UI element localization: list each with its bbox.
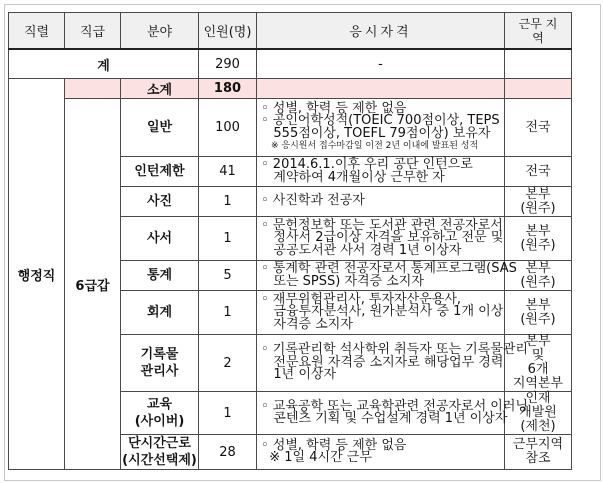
count-cell: 5	[199, 261, 257, 291]
subtotal-count: 180	[199, 79, 257, 99]
subtotal-row	[9, 79, 572, 99]
count-cell: 1	[199, 217, 257, 261]
requirements-cell	[257, 187, 505, 217]
requirement-line: ◦ 성별, 학력 등 제한 없음	[261, 437, 407, 453]
requirement-line: 555점이상, TOEFL 79점이상) 보유자	[261, 125, 491, 141]
field-cell	[121, 157, 199, 187]
work-area-cell	[505, 291, 572, 335]
requirement-line: 콘텐츠 기획 및 수업설계 경력 1년 이상자	[261, 411, 508, 426]
field-cell	[121, 435, 199, 470]
field-label: 통계	[146, 268, 173, 283]
requirement-line: ◦ 문헌정보학 또는 도서관 관련 전공자로서	[261, 217, 503, 233]
requirement-line: ◦ 통계학 관련 전공자로서 통계프로그램(SAS	[261, 261, 517, 276]
work-area-label: 개발원	[519, 405, 557, 420]
requirements-cell	[257, 99, 505, 157]
work-area-cell	[505, 217, 572, 261]
field-cell	[121, 99, 199, 157]
total-requirements: -	[257, 49, 505, 79]
work-area-label: 인재	[525, 391, 551, 406]
work-area-label: (원주)	[520, 200, 556, 216]
work-area-label: (제천)	[520, 419, 556, 434]
work-area-label: 본부	[525, 223, 551, 239]
total-label: 계	[9, 49, 199, 79]
count-cell: 100	[199, 99, 257, 157]
field-label: 사서	[146, 231, 173, 246]
work-area-cell	[505, 157, 572, 187]
requirement-line: ◦ 재무위험관리사, 투자자산운용사,	[261, 291, 462, 307]
header-work-area: 근무 지역	[505, 13, 572, 50]
requirements-cell	[257, 157, 505, 187]
header-series: 직렬	[9, 13, 65, 50]
requirement-line: 전문요원 자격증 소지자로 해당업무 경력	[261, 354, 504, 370]
count-cell: 2	[199, 335, 257, 392]
work-area-label: 참조	[525, 451, 551, 466]
requirements-cell	[257, 291, 505, 335]
requirement-line: ◦ 2014.6.1.이후 우리 공단 인턴으로	[261, 157, 473, 172]
field-label: 기록물	[140, 347, 179, 362]
work-area-label: 근무지역	[512, 437, 564, 452]
requirement-line: 또는 SPSS) 자격증 소지자	[261, 273, 424, 289]
count-cell: 41	[199, 157, 257, 187]
requirement-line: ※ 1일 4시간 근무	[261, 450, 372, 465]
count-cell: 1	[199, 187, 257, 217]
requirement-line: ◦ 성별, 학력 등 제한 없음	[261, 100, 407, 116]
work-area-label: (원주)	[520, 311, 556, 327]
header-requirements: 응시자격	[257, 13, 505, 50]
header-field: 분야	[121, 13, 199, 50]
field-label: 단시간근로	[128, 436, 191, 451]
requirement-line: ◦ 기록관리학 석사학위 취득자 또는 기록물관리	[261, 342, 528, 358]
requirement-line: 자격증 소지자	[261, 316, 353, 332]
field-label: 사진	[146, 194, 173, 209]
grade-cell: 6급갑	[65, 99, 121, 470]
work-area-label: 전국	[525, 119, 551, 135]
recruitment-table	[8, 12, 572, 470]
header-count: 인원(명)	[199, 13, 257, 50]
work-area-label: 및	[531, 348, 545, 363]
requirements-cell	[257, 335, 528, 392]
subtotal-grade-blank	[65, 79, 121, 99]
field-cell	[121, 261, 199, 291]
requirement-note: ※ 응시원서 접수마감일 이전 2년 이내에 발표된 성적	[271, 141, 479, 151]
subtotal-area	[505, 79, 572, 99]
field-cell	[121, 335, 199, 392]
field-cell	[121, 187, 199, 217]
work-area-label: 본부	[525, 334, 551, 349]
total-count: 290	[199, 49, 257, 79]
field-label: 관리사	[140, 364, 179, 379]
field-label: 인턴제한	[134, 164, 185, 179]
requirement-line: ◦ 사진학과 전공자	[261, 193, 365, 209]
count-cell: 1	[199, 291, 257, 335]
field-cell	[121, 392, 199, 435]
requirements-cell	[257, 392, 528, 435]
work-area-label: 지역본부	[512, 376, 564, 391]
requirement-line: 금융투자분석사, 원가분석사 중 1개 이상	[261, 304, 504, 320]
work-area-cell	[505, 187, 572, 217]
total-area	[505, 49, 572, 79]
requirements-cell	[257, 261, 517, 291]
work-area-label: 본부	[525, 297, 551, 313]
field-label: 교육	[146, 397, 173, 412]
work-area-label: (원주)	[520, 274, 556, 290]
total-row	[9, 49, 572, 79]
work-area-label: 6개	[527, 362, 549, 377]
requirement-line: 계약하여 4개월이상 근무한 자	[261, 169, 445, 185]
requirement-line: ◦ 공인어학성적(TOEIC 700점이상, TEPS	[261, 113, 500, 128]
subtotal-requirements	[257, 79, 505, 99]
requirements-cell	[257, 217, 505, 261]
work-area-cell	[505, 435, 572, 470]
work-area-cell	[505, 99, 572, 157]
field-cell	[121, 291, 199, 335]
requirements-cell	[257, 435, 505, 470]
field-cell	[121, 217, 199, 261]
count-cell: 28	[199, 435, 257, 470]
work-area-label: (원주)	[520, 237, 556, 253]
field-label: (시간선택제)	[122, 453, 197, 468]
field-label: 일반	[146, 120, 173, 135]
header-grade: 직급	[65, 13, 121, 50]
work-area-label: 본부	[525, 186, 551, 202]
requirement-line: 정사서 2급이상 자격을 보유하고 전문 및	[261, 230, 504, 246]
work-area-label: 전국	[525, 163, 551, 179]
requirement-line: 1년 이상자	[261, 367, 337, 383]
series-cell: 행정직	[9, 79, 65, 470]
subtotal-label: 소계	[121, 79, 199, 99]
requirement-line: 공공도서관 사서 경력 1년 이상자	[261, 242, 462, 258]
requirement-line: ◦ 교육공학 또는 교육학관련 전공자로서 이러닝	[261, 398, 528, 414]
field-label: (사이버)	[134, 414, 185, 429]
field-label: 회계	[146, 305, 173, 320]
work-area-label: 본부	[525, 260, 551, 276]
header-row	[9, 13, 572, 50]
count-cell: 1	[199, 392, 257, 435]
table-row	[9, 99, 572, 157]
